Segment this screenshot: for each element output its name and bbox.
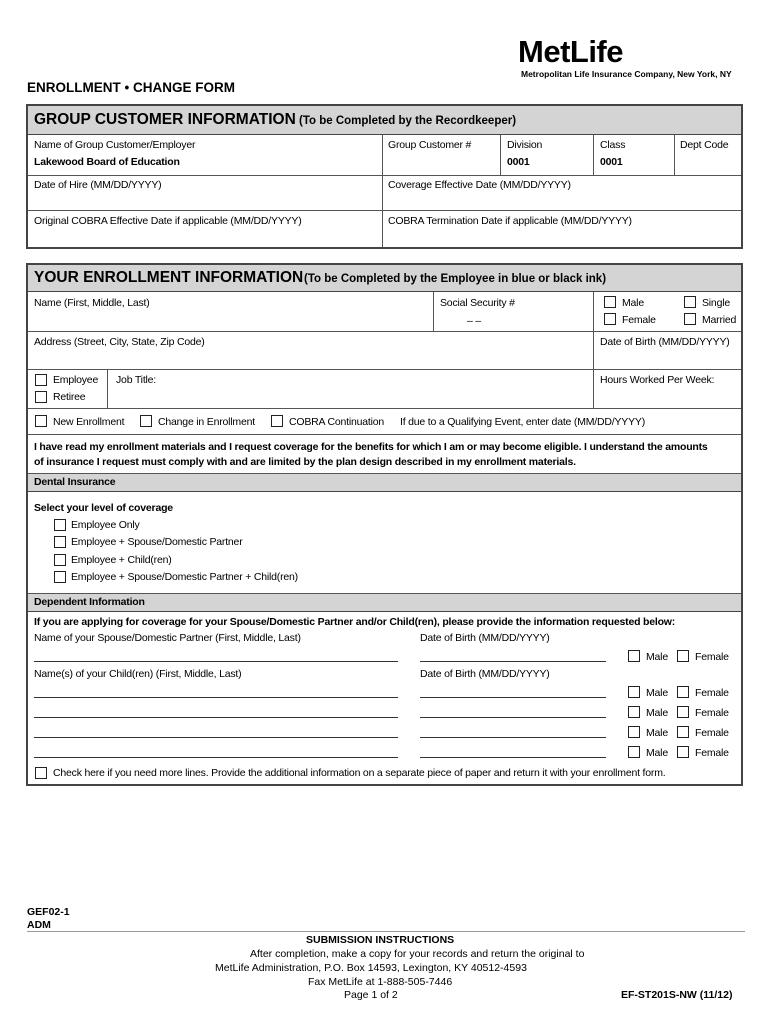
- coverage-option-label: Employee + Child(ren): [71, 554, 172, 566]
- more-lines-label: Check here if you need more lines. Provide the additional information on a separate piece of paper and return it with your enrollment form.: [53, 767, 666, 779]
- female-label: Female: [622, 314, 656, 326]
- coverage-option-checkbox[interactable]: [54, 519, 66, 531]
- married-label: Married: [702, 314, 737, 326]
- children-name-label: Name(s) of your Child(ren) (First, Middle, Last): [34, 668, 242, 680]
- customer-name-value[interactable]: Lakewood Board of Education: [34, 156, 180, 168]
- submission-line-1: After completion, make a copy for your records and return the original to: [250, 948, 585, 960]
- enrollment-section-header: [28, 265, 741, 292]
- submission-line-3: Fax MetLife at 1-888-505-7446: [308, 976, 453, 988]
- enrollment-section-title: YOUR ENROLLMENT INFORMATION: [34, 269, 304, 286]
- retiree-checkbox[interactable]: [35, 391, 47, 403]
- single-label: Single: [702, 297, 730, 309]
- child-female-checkbox[interactable]: [677, 746, 689, 758]
- dependent-header-bar: [28, 594, 741, 612]
- form-revision-code: EF-ST201S-NW (11/12): [621, 989, 733, 1001]
- male-checkbox[interactable]: [604, 296, 616, 308]
- dental-insurance-header: Dental Insurance: [34, 476, 116, 488]
- coverage-option-label: Employee + Spouse/Domestic Partner: [71, 536, 243, 548]
- hours-worked-label: Hours Worked Per Week:: [600, 374, 715, 386]
- coverage-effective-date-label: Coverage Effective Date (MM/DD/YYYY): [388, 179, 571, 191]
- child-male-checkbox[interactable]: [628, 706, 640, 718]
- metlife-logo: MetLife: [518, 34, 623, 69]
- spouse-female-checkbox[interactable]: [677, 650, 689, 662]
- address-label: Address (Street, City, State, Zip Code): [34, 336, 205, 348]
- child-female-checkbox[interactable]: [677, 726, 689, 738]
- footer-divider: [27, 931, 745, 932]
- child-dob-line[interactable]: [420, 737, 606, 738]
- cobra-termination-date-label: COBRA Termination Date if applicable (MM/DD/YYYY): [388, 215, 632, 227]
- spouse-dob-line[interactable]: [420, 661, 606, 662]
- child-dob-line[interactable]: [420, 697, 606, 698]
- child-male-label: Male: [646, 687, 668, 699]
- statement-line-2: of insurance I request must comply with and are limited by the plan design described in my enrollment materials.: [34, 456, 576, 468]
- coverage-option-checkbox[interactable]: [54, 536, 66, 548]
- child-name-line[interactable]: [34, 757, 398, 758]
- child-dob-line[interactable]: [420, 757, 606, 758]
- child-name-line[interactable]: [34, 717, 398, 718]
- form-code-2: ADM: [27, 919, 51, 931]
- child-female-label: Female: [695, 707, 729, 719]
- group-section-subtitle: (To be Completed by the Recordkeeper): [299, 115, 517, 127]
- retiree-label: Retiree: [53, 391, 86, 403]
- child-female-label: Female: [695, 727, 729, 739]
- new-enrollment-label: New Enrollment: [53, 416, 125, 428]
- child-male-checkbox[interactable]: [628, 726, 640, 738]
- coverage-option-checkbox[interactable]: [54, 571, 66, 583]
- spouse-name-line[interactable]: [34, 661, 398, 662]
- more-lines-checkbox[interactable]: [35, 767, 47, 779]
- group-customer-number-label: Group Customer #: [388, 139, 472, 151]
- spouse-dob-label: Date of Birth (MM/DD/YYYY): [420, 632, 550, 644]
- change-enrollment-label: Change in Enrollment: [158, 416, 255, 428]
- division-value[interactable]: 0001: [507, 156, 530, 168]
- single-checkbox[interactable]: [684, 296, 696, 308]
- children-dob-label: Date of Birth (MM/DD/YYYY): [420, 668, 550, 680]
- qualifying-event-label: If due to a Qualifying Event, enter date (MM/DD/YYYY): [400, 416, 646, 428]
- spouse-name-label: Name of your Spouse/Domestic Partner (First, Middle, Last): [34, 632, 301, 644]
- employee-label: Employee: [53, 374, 99, 386]
- female-checkbox[interactable]: [604, 313, 616, 325]
- submission-instructions-title: SUBMISSION INSTRUCTIONS: [306, 934, 455, 946]
- division-label: Division: [507, 139, 543, 151]
- child-male-checkbox[interactable]: [628, 746, 640, 758]
- ssn-dashes[interactable]: – –: [467, 315, 481, 327]
- date-of-birth-label: Date of Birth (MM/DD/YYYY): [600, 336, 730, 348]
- change-enrollment-checkbox[interactable]: [140, 415, 152, 427]
- cobra-continuation-label: COBRA Continuation: [289, 416, 385, 428]
- enrollment-section-subtitle: (To be Completed by the Employee in blue or black ink): [304, 273, 607, 285]
- male-label: Male: [622, 297, 644, 309]
- child-male-label: Male: [646, 747, 668, 759]
- spouse-male-checkbox[interactable]: [628, 650, 640, 662]
- dependent-intro: If you are applying for coverage for your Spouse/Domestic Partner and/or Child(ren), please provide the information requested below:: [34, 616, 676, 628]
- date-of-hire-label: Date of Hire (MM/DD/YYYY): [34, 179, 162, 191]
- spouse-male-label: Male: [646, 651, 668, 663]
- customer-name-label: Name of Group Customer/Employer: [34, 139, 196, 151]
- child-female-checkbox[interactable]: [677, 706, 689, 718]
- ssn-label: Social Security #: [440, 297, 515, 309]
- child-female-checkbox[interactable]: [677, 686, 689, 698]
- dental-header-bar: [28, 474, 741, 492]
- dept-code-label: Dept Code: [680, 139, 729, 151]
- class-label: Class: [600, 139, 626, 151]
- form-title: ENROLLMENT • CHANGE FORM: [27, 80, 235, 95]
- page-number: Page 1 of 2: [344, 989, 398, 1001]
- child-dob-line[interactable]: [420, 717, 606, 718]
- company-name: Metropolitan Life Insurance Company, New York, NY: [521, 69, 732, 79]
- group-section-header: [28, 106, 741, 135]
- enrollment-section: [26, 263, 743, 786]
- child-male-label: Male: [646, 727, 668, 739]
- married-checkbox[interactable]: [684, 313, 696, 325]
- coverage-option-checkbox[interactable]: [54, 554, 66, 566]
- spouse-female-label: Female: [695, 651, 729, 663]
- dependent-information-header: Dependent Information: [34, 596, 145, 608]
- employee-checkbox[interactable]: [35, 374, 47, 386]
- group-customer-section: [26, 104, 743, 249]
- child-female-label: Female: [695, 747, 729, 759]
- cobra-effective-date-label: Original COBRA Effective Date if applicable (MM/DD/YYYY): [34, 215, 302, 227]
- group-section-title: GROUP CUSTOMER INFORMATION: [34, 111, 296, 128]
- child-female-label: Female: [695, 687, 729, 699]
- child-name-line[interactable]: [34, 697, 398, 698]
- coverage-option-label: Employee Only: [71, 519, 140, 531]
- new-enrollment-checkbox[interactable]: [35, 415, 47, 427]
- submission-line-2: MetLife Administration, P.O. Box 14593, Lexington, KY 40512-4593: [215, 962, 527, 974]
- coverage-level-prompt: Select your level of coverage: [34, 502, 173, 514]
- statement-line-1: I have read my enrollment materials and I request coverage for the benefits for which I am or may become eligible. I understand the amounts: [34, 441, 708, 453]
- employee-name-label: Name (First, Middle, Last): [34, 297, 150, 309]
- child-male-label: Male: [646, 707, 668, 719]
- class-value[interactable]: 0001: [600, 156, 623, 168]
- child-name-line[interactable]: [34, 737, 398, 738]
- form-code-1: GEF02-1: [27, 906, 70, 918]
- cobra-continuation-checkbox[interactable]: [271, 415, 283, 427]
- child-male-checkbox[interactable]: [628, 686, 640, 698]
- coverage-option-label: Employee + Spouse/Domestic Partner + Child(ren): [71, 571, 298, 583]
- job-title-label: Job Title:: [116, 374, 157, 386]
